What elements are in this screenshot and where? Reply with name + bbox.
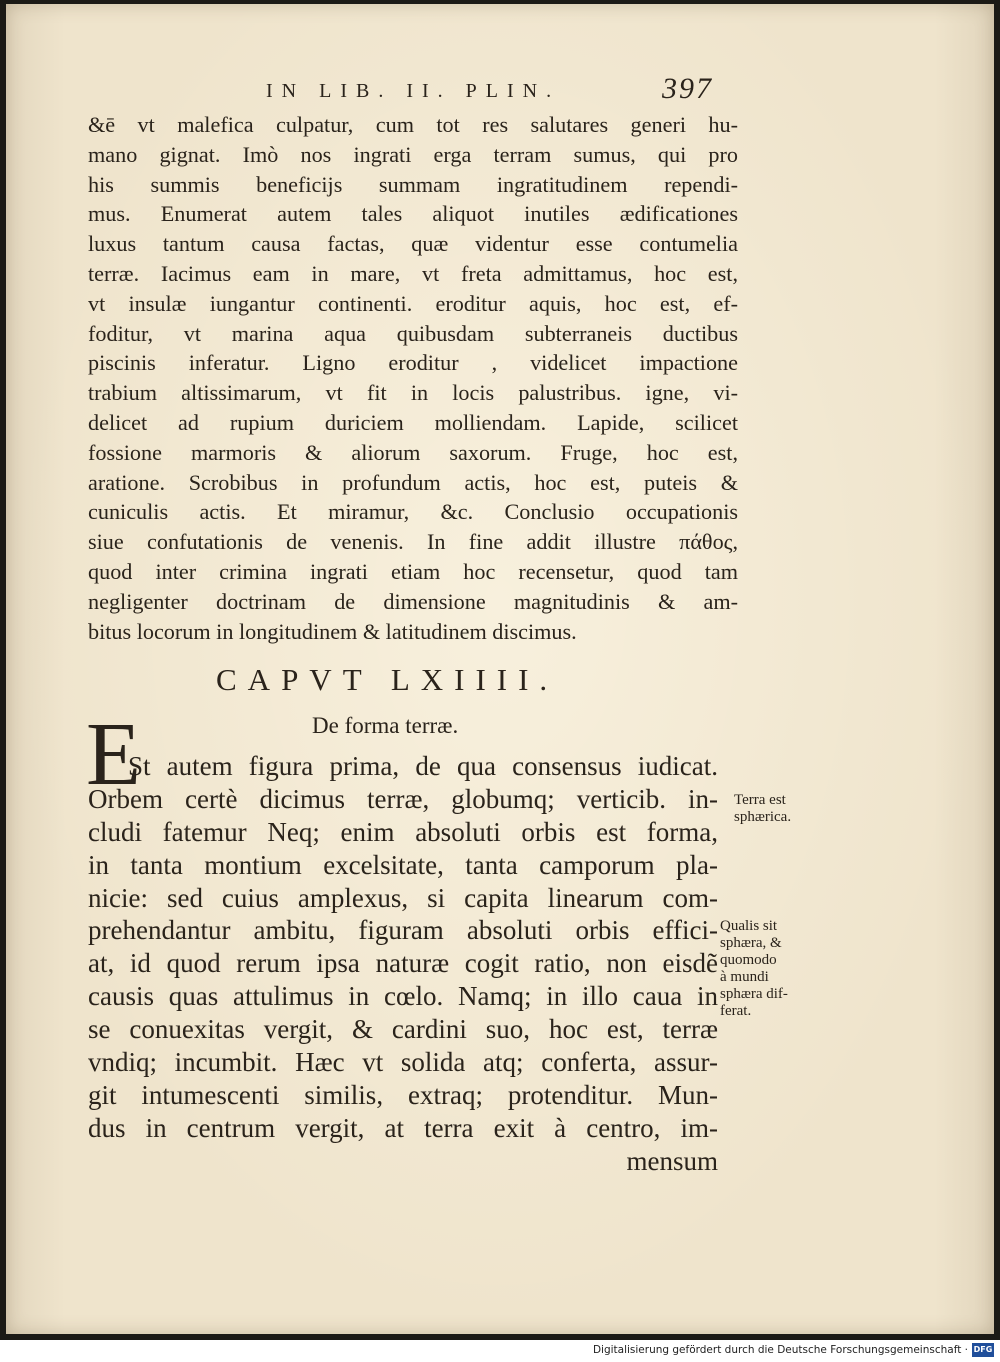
commentary-line: mano gignat. Imò nos ingrati erga terram sumus, qui pro — [88, 141, 738, 167]
commentary-line: his summis beneficijs summam ingratitudinem rependi- — [88, 171, 738, 197]
text-line: nicie: sed cuius amplexus, si capita linearum com- — [88, 882, 718, 913]
catchword: mensum — [626, 1145, 718, 1176]
commentary-line: delicet ad rupium duriciem molliendam. Lapide, scilicet — [88, 409, 738, 435]
marginal-note-line: Terra est — [734, 792, 786, 808]
marginal-note-terra — [734, 792, 791, 826]
drop-cap: E — [86, 705, 141, 804]
commentary-line: luxus tantum causa factas, quæ videntur esse contumelia — [88, 231, 738, 257]
commentary-line: terræ. Iacimus eam in mare, vt freta admittamus, hoc est, — [88, 260, 738, 286]
commentary-line: &ē vt malefica culpatur, cum tot res salutares generi hu- — [88, 112, 738, 137]
commentary-line: negligenter doctrinam de dimensione magnitudinis & am- — [88, 588, 738, 614]
marginal-note-qualis — [720, 918, 788, 1020]
commentary-line: mus. Enumerat autem tales aliquot inutiles ædificationes — [88, 201, 738, 227]
marginal-note-line: quomodo — [720, 952, 777, 968]
commentary-line: trabium altissimarum, vt fit in locis palustribus. igne, vi- — [88, 380, 738, 406]
commentary-line: siue confutationis de venenis. In fine addit illustre πάθος, — [88, 529, 738, 555]
commentary-line: aratione. Scrobibus in profundum actis, hoc est, puteis & — [88, 469, 738, 495]
commentary-line: cuniculis actis. Et miramur, &c. Conclusio occupationis — [88, 499, 738, 525]
digitization-credit: Digitalisierung gefördert durch die Deutsche Forschungsgemeinschaft · — [592, 1344, 968, 1356]
chapter-heading: CAPVT LXIIII. — [216, 662, 559, 697]
commentary-line: foditur, vt marina aqua quibusdam subterraneis ductibus — [88, 320, 738, 346]
marginal-note-line: à mundi — [720, 969, 769, 985]
chapter-subtitle: De forma terræ. — [312, 713, 459, 738]
dfg-logo-icon: DFG — [972, 1343, 994, 1357]
marginal-note-line: ferat. — [720, 1003, 752, 1019]
marginal-note-line: Qualis sit — [720, 918, 778, 934]
footer-bar — [0, 1340, 1000, 1362]
marginal-note-line: sphæra, & — [720, 935, 782, 951]
text-line: vndiq; incumbit. Hæc vt solida atq; conferta, assur- — [88, 1047, 718, 1078]
marginal-note-line: sphærica. — [734, 809, 792, 825]
text-line: se conuexitas vergit, & cardini suo, hoc est, terræ — [88, 1014, 718, 1045]
commentary-line: vt insulæ iungantur continenti. eroditur aquis, hoc est, ef- — [88, 290, 738, 316]
commentary-line: bitus locorum in longitudinem & latitudinem discimus. — [88, 618, 577, 644]
text-line: St autem figura prima, de qua consensus iudicat. — [128, 751, 718, 781]
text-line: in tanta montium excelsitate, tanta camporum pla- — [88, 849, 718, 880]
commentary-line: piscinis inferatur. Ligno eroditur , videlicet impactione — [88, 350, 738, 376]
page-number: 397 — [662, 72, 713, 105]
text-line: at, id quod rerum ipsa naturæ cogit ratio, non eisdẽ — [88, 948, 718, 979]
text-line: dus in centrum vergit, at terra exit à centro, im- — [88, 1112, 718, 1143]
text-line: git intumescenti similis, extraq; protenditur. Mun- — [88, 1079, 718, 1110]
text-line: causis quas attulimus in cœlo. Namq; in illo caua in — [88, 981, 718, 1012]
commentary-line: quod inter crimina ingrati etiam hoc recensetur, quod tam — [88, 558, 738, 584]
main-text — [88, 750, 718, 1178]
running-head: IN LIB. II. PLIN. — [266, 80, 561, 102]
text-line: prehendantur ambitu, figuram absoluti orbis effici- — [88, 915, 718, 946]
text-line: cludi fatemur Neq; enim absoluti orbis est forma, — [88, 816, 718, 847]
commentary-line: fossione marmoris & aliorum saxorum. Fruge, hoc est, — [88, 439, 738, 465]
commentary-paragraph — [88, 110, 738, 646]
text-line: Orbem certè dicimus terræ, globumq; verticib. in- — [88, 783, 718, 814]
marginal-note-line: sphæra dif- — [720, 986, 788, 1002]
